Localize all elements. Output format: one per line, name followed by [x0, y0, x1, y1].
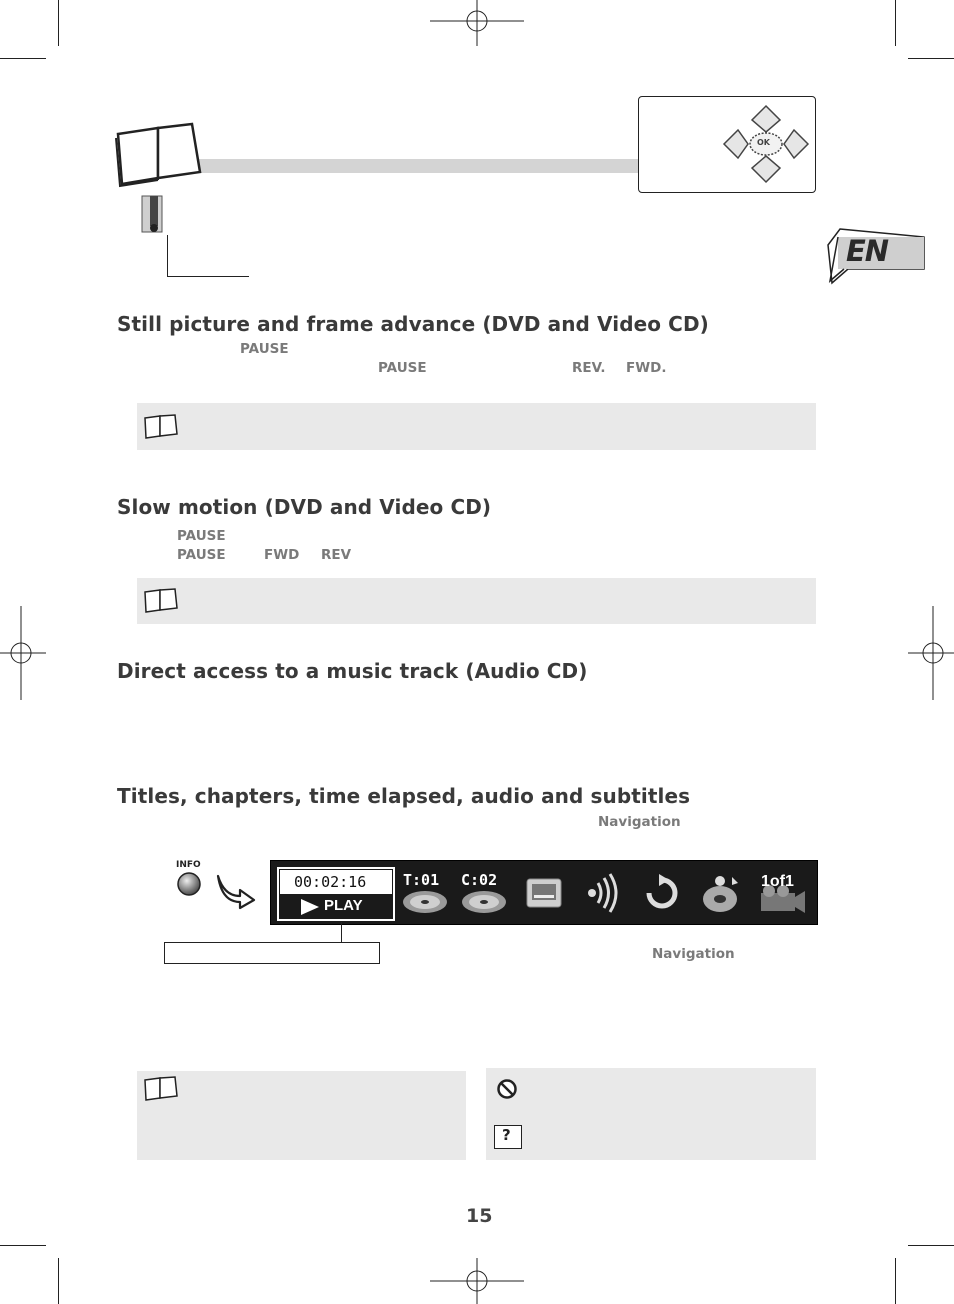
osd-title-item[interactable]	[397, 861, 453, 923]
note-book-icon	[143, 1076, 179, 1102]
keyword-rev: REV	[321, 547, 352, 563]
note-box-bottom-left	[137, 1071, 466, 1160]
tip-marker-icon	[138, 194, 170, 236]
section-title-direct-access: Direct access to a music track (Audio CD)	[117, 659, 588, 683]
osd-page-text: 1of1	[761, 873, 794, 890]
section-title-titles-chapters: Titles, chapters, time elapsed, audio and subtitles	[117, 784, 691, 808]
keyword-pause: PAUSE	[240, 341, 289, 357]
note-box-bottom-right	[486, 1068, 816, 1160]
open-book-icon	[112, 120, 204, 188]
note-book-icon	[143, 414, 179, 440]
registration-mark-bottom	[430, 1258, 524, 1304]
note-book-icon	[143, 588, 179, 614]
keyword-navigation: Navigation	[652, 946, 735, 962]
crop-mark	[908, 1245, 954, 1246]
help-question-mark: ?	[502, 1126, 511, 1144]
info-button-icon[interactable]	[176, 870, 204, 898]
osd-chapter-item[interactable]	[456, 861, 512, 923]
registration-mark-right	[908, 606, 954, 700]
osd-angle-item[interactable]	[751, 861, 813, 923]
tip-bracket-horizontal	[167, 276, 249, 277]
section-title-still-picture: Still picture and frame advance (DVD and Video CD)	[117, 312, 709, 336]
keyword-fwd: FWD	[264, 547, 300, 563]
note-box-slow	[137, 578, 816, 624]
timer-disc-icon	[700, 871, 742, 915]
crop-mark	[895, 1258, 896, 1304]
crop-mark	[895, 0, 896, 46]
audio-icon	[582, 873, 624, 913]
callout-box	[164, 942, 380, 964]
screen-icon	[525, 877, 563, 909]
osd-banner	[270, 860, 818, 925]
language-tab-label: EN	[846, 234, 889, 268]
osd-search-item[interactable]	[692, 861, 748, 923]
arrow-right-icon	[214, 870, 258, 910]
keyword-pause: PAUSE	[177, 528, 226, 544]
crop-mark	[908, 58, 954, 59]
keyword-fwd: FWD.	[626, 360, 667, 376]
header-band	[195, 159, 639, 173]
keyword-rev: REV.	[572, 360, 606, 376]
crop-mark	[58, 0, 59, 46]
osd-subtitle-item[interactable]	[515, 861, 571, 923]
keyword-navigation: Navigation	[598, 814, 681, 830]
osd-repeat-item[interactable]	[633, 861, 689, 923]
osd-title-text: T:01	[403, 871, 440, 889]
osd-time-text: 00:02:16	[294, 873, 367, 891]
play-icon	[300, 898, 320, 916]
osd-audio-item[interactable]	[574, 861, 630, 923]
tip-bracket-vertical	[167, 235, 168, 277]
info-button-label: INFO	[176, 860, 201, 870]
callout-line	[341, 922, 342, 942]
keyword-pause: PAUSE	[177, 547, 226, 563]
osd-time-segment	[274, 861, 394, 923]
registration-mark-top	[430, 0, 524, 46]
registration-mark-left	[0, 606, 46, 700]
note-box-still	[137, 403, 816, 450]
section-title-slow-motion: Slow motion (DVD and Video CD)	[117, 495, 492, 519]
ok-label: OK	[757, 138, 770, 147]
keyword-pause: PAUSE	[378, 360, 427, 376]
repeat-icon	[641, 873, 683, 913]
crop-mark	[0, 1245, 46, 1246]
page-number: 15	[466, 1205, 493, 1227]
osd-status-text: PLAY	[324, 897, 363, 914]
crop-mark	[58, 1258, 59, 1304]
disc-icon	[460, 889, 508, 915]
crop-mark	[0, 58, 46, 59]
osd-chapter-text: C:02	[461, 871, 498, 889]
prohibited-icon	[496, 1078, 518, 1100]
disc-icon	[401, 889, 449, 915]
